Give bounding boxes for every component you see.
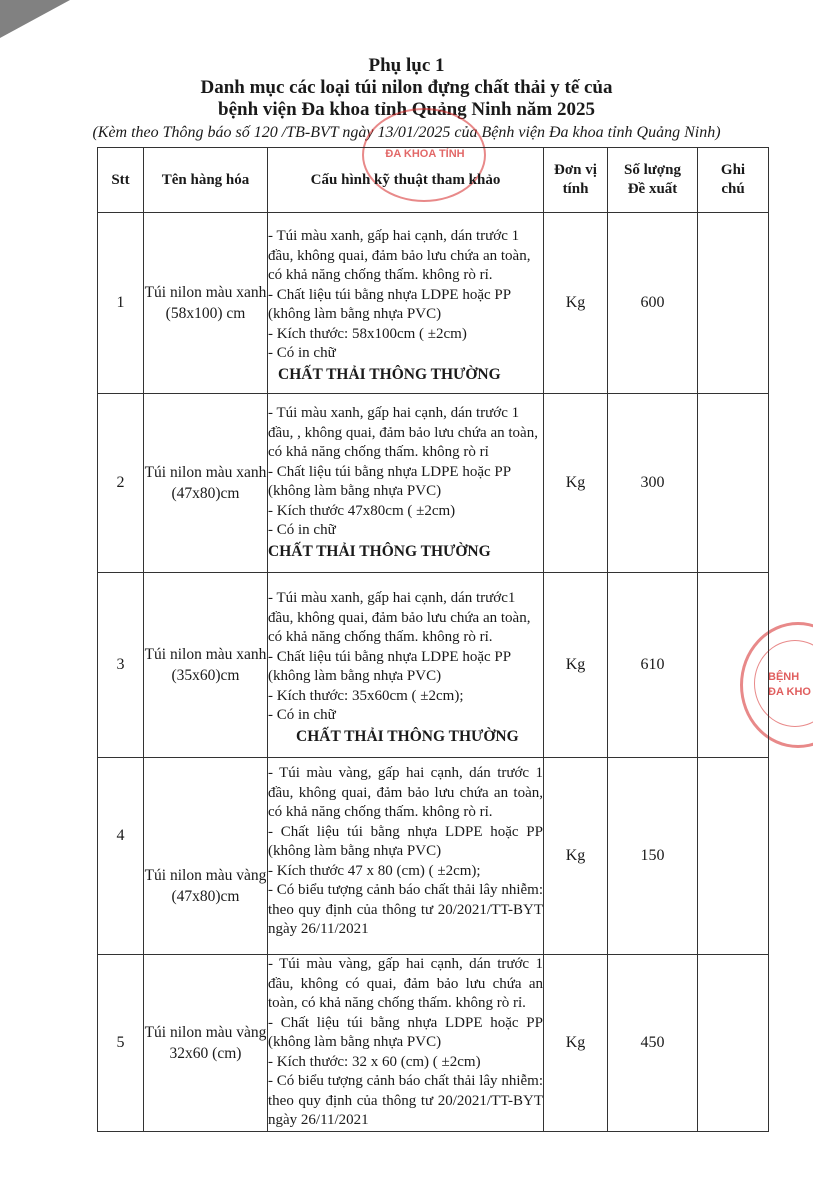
row-unit: Kg: [544, 394, 608, 573]
col-qty-line1: Số lượng: [624, 162, 681, 178]
table-header-row: [98, 148, 769, 213]
spec-line: - Chất liệu túi bằng nhựa LDPE hoặc PP (không làm bằng nhựa PVC): [268, 648, 511, 684]
spec-line: - Có in chữ: [268, 345, 336, 361]
spec-line: - Chất liệu túi bằng nhựa LDPE hoặc PP (không làm bằng nhựa PVC): [268, 463, 511, 499]
spec-line: - Có in chữ: [268, 522, 336, 538]
row-note: [698, 955, 769, 1132]
row-note: [698, 394, 769, 573]
spec-title: CHẤT THẢI THÔNG THƯỜNG: [278, 365, 501, 383]
row-spec: [268, 213, 544, 394]
row-qty: 450: [608, 955, 698, 1132]
spec-line: - Túi màu xanh, gấp hai cạnh, dán trước1 đầu, không quai, đảm bảo lưu chứa an toàn, có khả năng chống thấm. không rò rỉ.: [268, 590, 531, 645]
row-stt: 3: [98, 573, 144, 758]
row-stt: 5: [98, 955, 144, 1132]
row-qty: 150: [608, 758, 698, 955]
col-unit-line1: Đơn vị: [554, 162, 597, 178]
row-name: Túi nilon màu xanh (47x80)cm: [144, 394, 268, 573]
col-qty: [608, 148, 698, 213]
row-qty: 600: [608, 213, 698, 394]
spec-title: CHẤT THẢI THÔNG THƯỜNG: [296, 727, 519, 745]
official-seal-right-text: [768, 670, 811, 700]
spec-line: - Kích thước: 32 x 60 (cm) ( ±2cm): [268, 1053, 481, 1070]
row-name: Túi nilon màu vàng 32x60 (cm): [144, 955, 268, 1132]
spec-line: - Có biểu tượng cảnh báo chất thải lây nhiễm: theo quy định của thông tư 20/2021/TT-BYT ngày 26/11/2021: [268, 882, 543, 937]
table-row: [98, 758, 769, 955]
supply-table: [97, 147, 769, 1132]
spec-line: - Kích thước 47 x 80 (cm) ( ±2cm);: [268, 862, 481, 879]
row-note: [698, 213, 769, 394]
spec-line: - Túi màu xanh, gấp hai cạnh, dán trước 1 đầu, không quai, đảm bảo lưu chứa an toàn, có khả năng chống thấm. không rò rỉ.: [268, 228, 531, 283]
spec-line: - Chất liệu túi bằng nhựa LDPE hoặc PP (không làm bằng nhựa PVC): [268, 823, 543, 859]
table-row: [98, 573, 769, 758]
seal-right-line2: ĐA KHO: [768, 686, 811, 698]
col-spec: Cấu hình kỹ thuật tham khảo: [268, 148, 544, 213]
col-note-line1: Ghi: [720, 162, 746, 178]
col-unit: [544, 148, 608, 213]
seal-right-line1: BỆNH: [768, 671, 800, 683]
spec-line: - Túi màu vàng, gấp hai cạnh, dán trước 1 đầu, không có quai, đảm bảo lưu chứa an toàn, có khả năng chống thấm. không rò rỉ.: [268, 956, 543, 1011]
reference-note: (Kèm theo Thông báo số 120 /TB-BVT ngày 13/01/2025 của Bệnh viện Đa khoa tỉnh Quảng Ninh): [92, 124, 721, 141]
spec-line: - Túi màu vàng, gấp hai cạnh, dán trước 1 đầu, không quai, đảm bảo lưu chứa an toàn, có khả năng chống thấm. không rò rỉ.: [268, 765, 543, 820]
row-spec: [268, 758, 544, 955]
spec-line: - Có in chữ: [268, 707, 336, 723]
row-note: [698, 573, 769, 758]
row-spec: [268, 394, 544, 573]
row-stt: 2: [98, 394, 144, 573]
spec-line: - Kích thước 47x80cm ( ±2cm): [268, 502, 456, 519]
page-corner-fold: [0, 0, 70, 38]
spec-line: - Kích thước: 58x100cm ( ±2cm): [268, 325, 467, 342]
row-note: [698, 758, 769, 955]
row-unit: Kg: [544, 955, 608, 1132]
col-qty-line2: Đề xuất: [627, 181, 678, 197]
list-title: Danh mục các loại túi nilon đựng chất thải y tế của: [200, 77, 613, 98]
row-unit: Kg: [544, 213, 608, 394]
spec-line: - Chất liệu túi bằng nhựa LDPE hoặc PP (không làm bằng nhựa PVC): [268, 1014, 543, 1050]
appendix-title: Phụ lục 1: [368, 55, 445, 76]
col-stt: Stt: [98, 148, 144, 213]
row-name: Túi nilon màu vàng (47x80)cm: [144, 758, 268, 955]
row-name: Túi nilon màu xanh (58x100) cm: [144, 213, 268, 394]
row-qty: 300: [608, 394, 698, 573]
hospital-title: bệnh viện Đa khoa tỉnh Quảng Ninh năm 2025: [218, 99, 595, 120]
row-stt: 4: [98, 758, 144, 955]
table-row: [98, 955, 769, 1132]
official-seal-top-text: ĐA KHOA TỈNH: [385, 148, 465, 160]
row-unit: Kg: [544, 758, 608, 955]
spec-title: CHẤT THẢI THÔNG THƯỜNG: [268, 542, 491, 560]
spec-line: - Túi màu xanh, gấp hai cạnh, dán trước 1 đầu, , không quai, đảm bảo lưu chứa an toàn, có khả năng chống thấm. không rò rỉ: [268, 405, 538, 460]
document-header: [0, 55, 813, 144]
row-spec: [268, 573, 544, 758]
spec-line: - Chất liệu túi bằng nhựa LDPE hoặc PP (không làm bằng nhựa PVC): [268, 286, 511, 322]
col-unit-line2: tính: [562, 181, 589, 197]
row-spec: [268, 955, 544, 1132]
col-note: [698, 148, 769, 213]
col-name: Tên hàng hóa: [144, 148, 268, 213]
spec-line: - Kích thước: 35x60cm ( ±2cm);: [268, 687, 464, 704]
row-name: Túi nilon màu xanh (35x60)cm: [144, 573, 268, 758]
table-row: [98, 394, 769, 573]
row-qty: 610: [608, 573, 698, 758]
table-row: [98, 213, 769, 394]
col-note-line2: chú: [721, 181, 745, 197]
row-unit: Kg: [544, 573, 608, 758]
row-stt: 1: [98, 213, 144, 394]
spec-line: - Có biểu tượng cảnh báo chất thải lây nhiễm: theo quy định của thông tư 20/2021/TT-BYT ngày 26/11/2021: [268, 1073, 543, 1128]
